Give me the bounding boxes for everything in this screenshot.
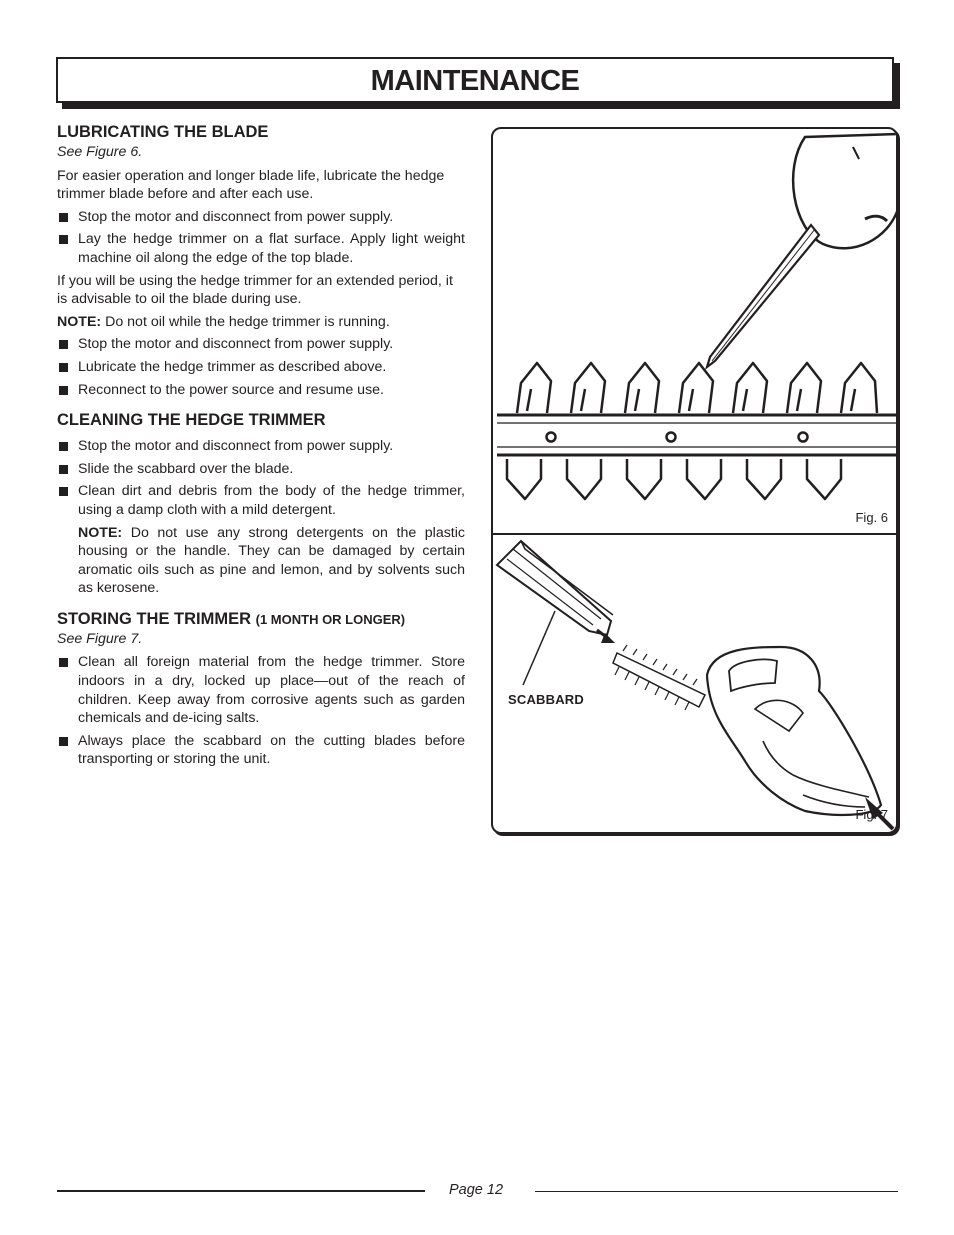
extended-use-text: If you will be using the hedge trimmer for an extended period, it is advisable to oil the blade during use. bbox=[57, 272, 453, 308]
storing-heading-small: (1 MONTH OR LONGER) bbox=[255, 611, 406, 627]
storing-heading bbox=[57, 609, 465, 630]
text-column bbox=[57, 122, 465, 773]
scabbard-label: SCABBARD bbox=[508, 692, 584, 707]
figure-6-illustration bbox=[493, 129, 896, 533]
see-figure-6: See Figure 6. bbox=[57, 144, 143, 160]
see-figure-7: See Figure 7. bbox=[57, 630, 143, 647]
list-item: Lay the hedge trimmer on a flat surface. Apply light weight machine oil along the edge of the top blade. bbox=[57, 230, 465, 267]
list-item: Lubricate the hedge trimmer as described above. bbox=[57, 358, 465, 377]
lubricating-note bbox=[57, 313, 465, 332]
figure-panel bbox=[491, 127, 898, 834]
list-item: Slide the scabbard over the blade. bbox=[57, 460, 465, 479]
figure-7-caption: Fig. 7 bbox=[855, 807, 888, 822]
list-item: Stop the motor and disconnect from power supply. bbox=[57, 437, 465, 456]
list-item: Reconnect to the power source and resume use. bbox=[57, 381, 465, 400]
footer-rule-left bbox=[57, 1190, 425, 1192]
note-label: NOTE: bbox=[78, 524, 123, 541]
oil-during-use-steps bbox=[57, 335, 465, 399]
note-text: Do not oil while the hedge trimmer is running. bbox=[101, 313, 390, 330]
page-title: MAINTENANCE bbox=[370, 65, 580, 97]
note-text: Do not use any strong detergents on the plastic housing or the handle. They can be damaged by certain aromatic oils such as pine and lemon, and by solvents such as kerosene. bbox=[78, 524, 465, 597]
list-item: Clean dirt and debris from the body of the hedge trimmer, using a damp cloth with a mild detergent. bbox=[57, 482, 465, 519]
footer-rule-right bbox=[535, 1191, 898, 1192]
page-number: Page 12 bbox=[449, 1182, 504, 1198]
cleaning-note bbox=[57, 524, 465, 598]
list-item: Always place the scabbard on the cutting blades before transporting or storing the unit. bbox=[57, 732, 465, 769]
note-label: NOTE: bbox=[57, 313, 102, 330]
lubricating-intro: For easier operation and longer blade life, lubricate the hedge trimmer blade before and after each use. bbox=[57, 167, 445, 203]
storing-steps bbox=[57, 653, 465, 769]
title-banner bbox=[56, 57, 894, 103]
figure-6-caption: Fig. 6 bbox=[855, 510, 888, 525]
cleaning-steps bbox=[57, 437, 465, 519]
storing-heading-main: STORING THE TRIMMER bbox=[57, 609, 252, 628]
list-item: Clean all foreign material from the hedge trimmer. Store indoors in a dry, locked up place—out of the reach of children. Keep away from corrosive agents such as garden chemicals and de-icing salts. bbox=[57, 653, 465, 727]
figure-7-illustration bbox=[493, 535, 896, 832]
list-item: Stop the motor and disconnect from power supply. bbox=[57, 335, 465, 354]
lubricating-steps bbox=[57, 208, 465, 268]
list-item: Stop the motor and disconnect from power supply. bbox=[57, 208, 465, 227]
cleaning-heading: CLEANING THE HEDGE TRIMMER bbox=[57, 411, 326, 430]
lubricating-heading: LUBRICATING THE BLADE bbox=[57, 123, 269, 141]
